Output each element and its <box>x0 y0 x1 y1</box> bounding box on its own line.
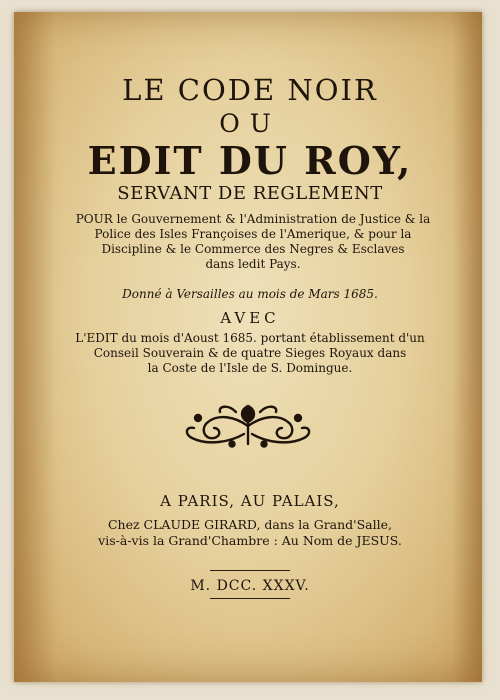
printer-block <box>40 517 460 549</box>
title-edit-du-roy: EDIT DU ROY, <box>87 138 413 183</box>
printer-line: vis-à-vis la Grand'Chambre : Au Nom de JESUS. <box>98 533 402 548</box>
edit-line: la Coste de l'Isle de S. Domingue. <box>147 361 353 375</box>
description-line: dans ledit Pays. <box>205 257 301 271</box>
title-code-noir: LE CODE NOIR <box>122 73 378 107</box>
avec-heading: AVEC <box>220 309 280 327</box>
description-block <box>60 212 446 272</box>
divider-rule-top <box>210 570 290 571</box>
given-at-versailles: Donné à Versailles au mois de Mars 1685. <box>122 287 378 301</box>
divider-rule-bottom <box>210 598 290 599</box>
printer-line: Chez CLAUDE GIRARD, dans la Grand'Salle, <box>107 517 392 532</box>
title-servant-de-reglement: SERVANT DE REGLEMENT <box>117 183 383 204</box>
description-line: Police des Isles Françoises de l'Amerique, & pour la <box>94 227 412 241</box>
fleuron-ornament-icon <box>178 400 318 450</box>
imprint-city: A PARIS, AU PALAIS, <box>160 492 340 510</box>
description-line: Discipline & le Commerce des Negres & Esclaves <box>101 242 405 256</box>
description-line: POUR le Gouvernement & l'Administration de Justice & la <box>75 212 431 226</box>
edit-aoust-block <box>70 331 430 376</box>
edit-line: L'EDIT du mois d'Aoust 1685. portant établissement d'un <box>75 331 425 345</box>
edit-line: Conseil Souverain & de quatre Sieges Royaux dans <box>93 346 407 360</box>
title-ou: OU <box>219 109 281 138</box>
imprint-year: M. DCC. XXXV. <box>190 578 310 594</box>
